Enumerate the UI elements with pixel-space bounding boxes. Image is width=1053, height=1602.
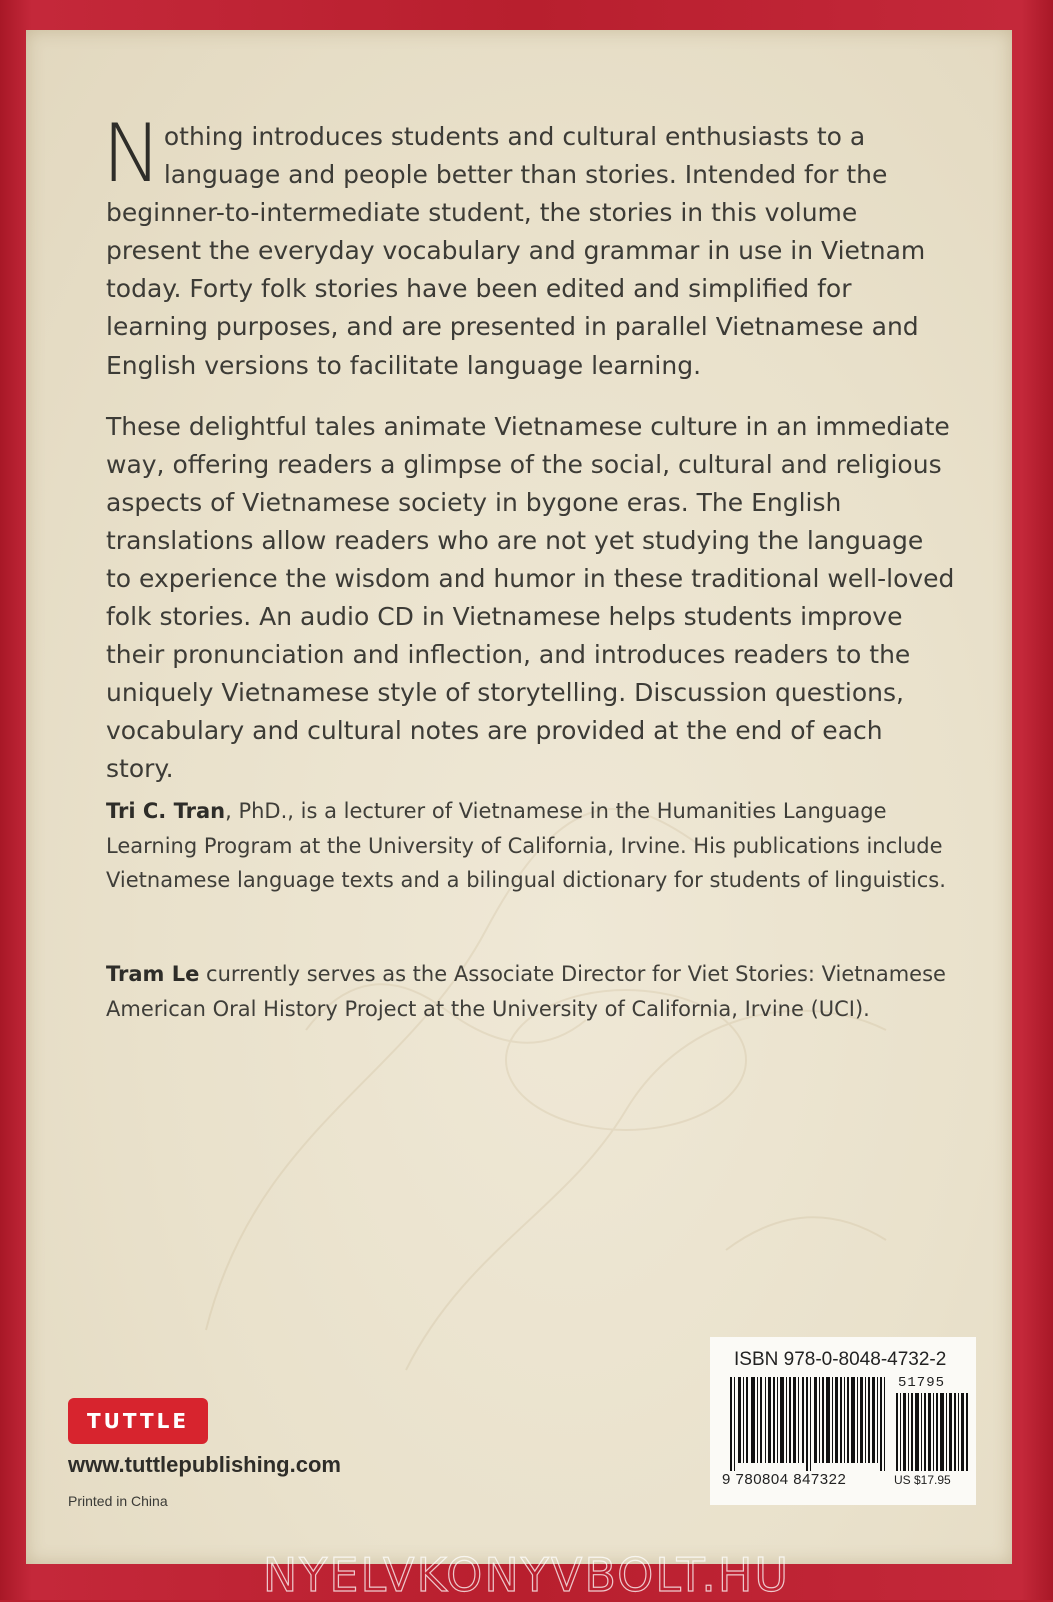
publisher-website[interactable]: www.tuttlepublishing.com: [68, 1452, 341, 1477]
intro-text: othing introduces students and cultural enthusiasts to a language and people better than stories. Intended for the beginner-to-intermediate student, the stories in this volume present the everyday vocabulary and grammar in use in Vietnam today. Forty folk stories have been edited and simplified for learning purposes, and are presented in parallel Vietnamese and English versions to facilitate language learning.: [106, 122, 926, 380]
drop-cap: N: [102, 107, 160, 200]
tuttle-logo: TUTTLE: [68, 1398, 208, 1444]
author-bio-le: [106, 957, 956, 1026]
intro-paragraph: [102, 107, 956, 385]
author-bio-le-text: currently serves as the Associate Director for Viet Stories: Vietnamese American Oral History Project at the University of California, Irvine (UCI).: [106, 962, 946, 1021]
author-bio-tran: [106, 794, 956, 898]
us-price: US $17.95: [894, 1473, 951, 1487]
price-barcode: [896, 1393, 968, 1471]
isbn-label: ISBN 978-0-8048-4732-2: [734, 1349, 947, 1370]
isbn-barcode: [730, 1377, 890, 1471]
printed-in-label: Printed in China: [68, 1493, 168, 1509]
price-code: 51795: [898, 1375, 946, 1391]
author-bio-tran-text: , PhD., is a lecturer of Vietnamese in the Humanities Language Learning Program at the University of California, Irvine. His publications include Vietnamese language texts and a bilingual dictionary for students of linguistics.: [106, 799, 946, 892]
description-paragraph: These delightful tales animate Vietnamese culture in an immediate way, offering readers a glimpse of the social, cultural and religious aspects of Vietnamese society in bygone eras. The English translations allow readers who are not yet studying the language to experience the wisdom and humor in these traditional well-loved folk stories. An audio CD in Vietnamese helps students improve their pronunciation and inflection, and introduces readers to the uniquely Vietnamese style of storytelling. Discussion questions, vocabulary and cultural notes are provided at the end of each story.: [106, 412, 955, 783]
barcode-box: [710, 1337, 976, 1505]
author-name-tran: Tri C. Tran: [106, 799, 226, 823]
author-name-le: Tram Le: [106, 962, 200, 986]
isbn-digits: 9 780804 847322: [722, 1471, 847, 1488]
site-watermark: NYELVKONYVBOLT.HU: [262, 1548, 791, 1602]
